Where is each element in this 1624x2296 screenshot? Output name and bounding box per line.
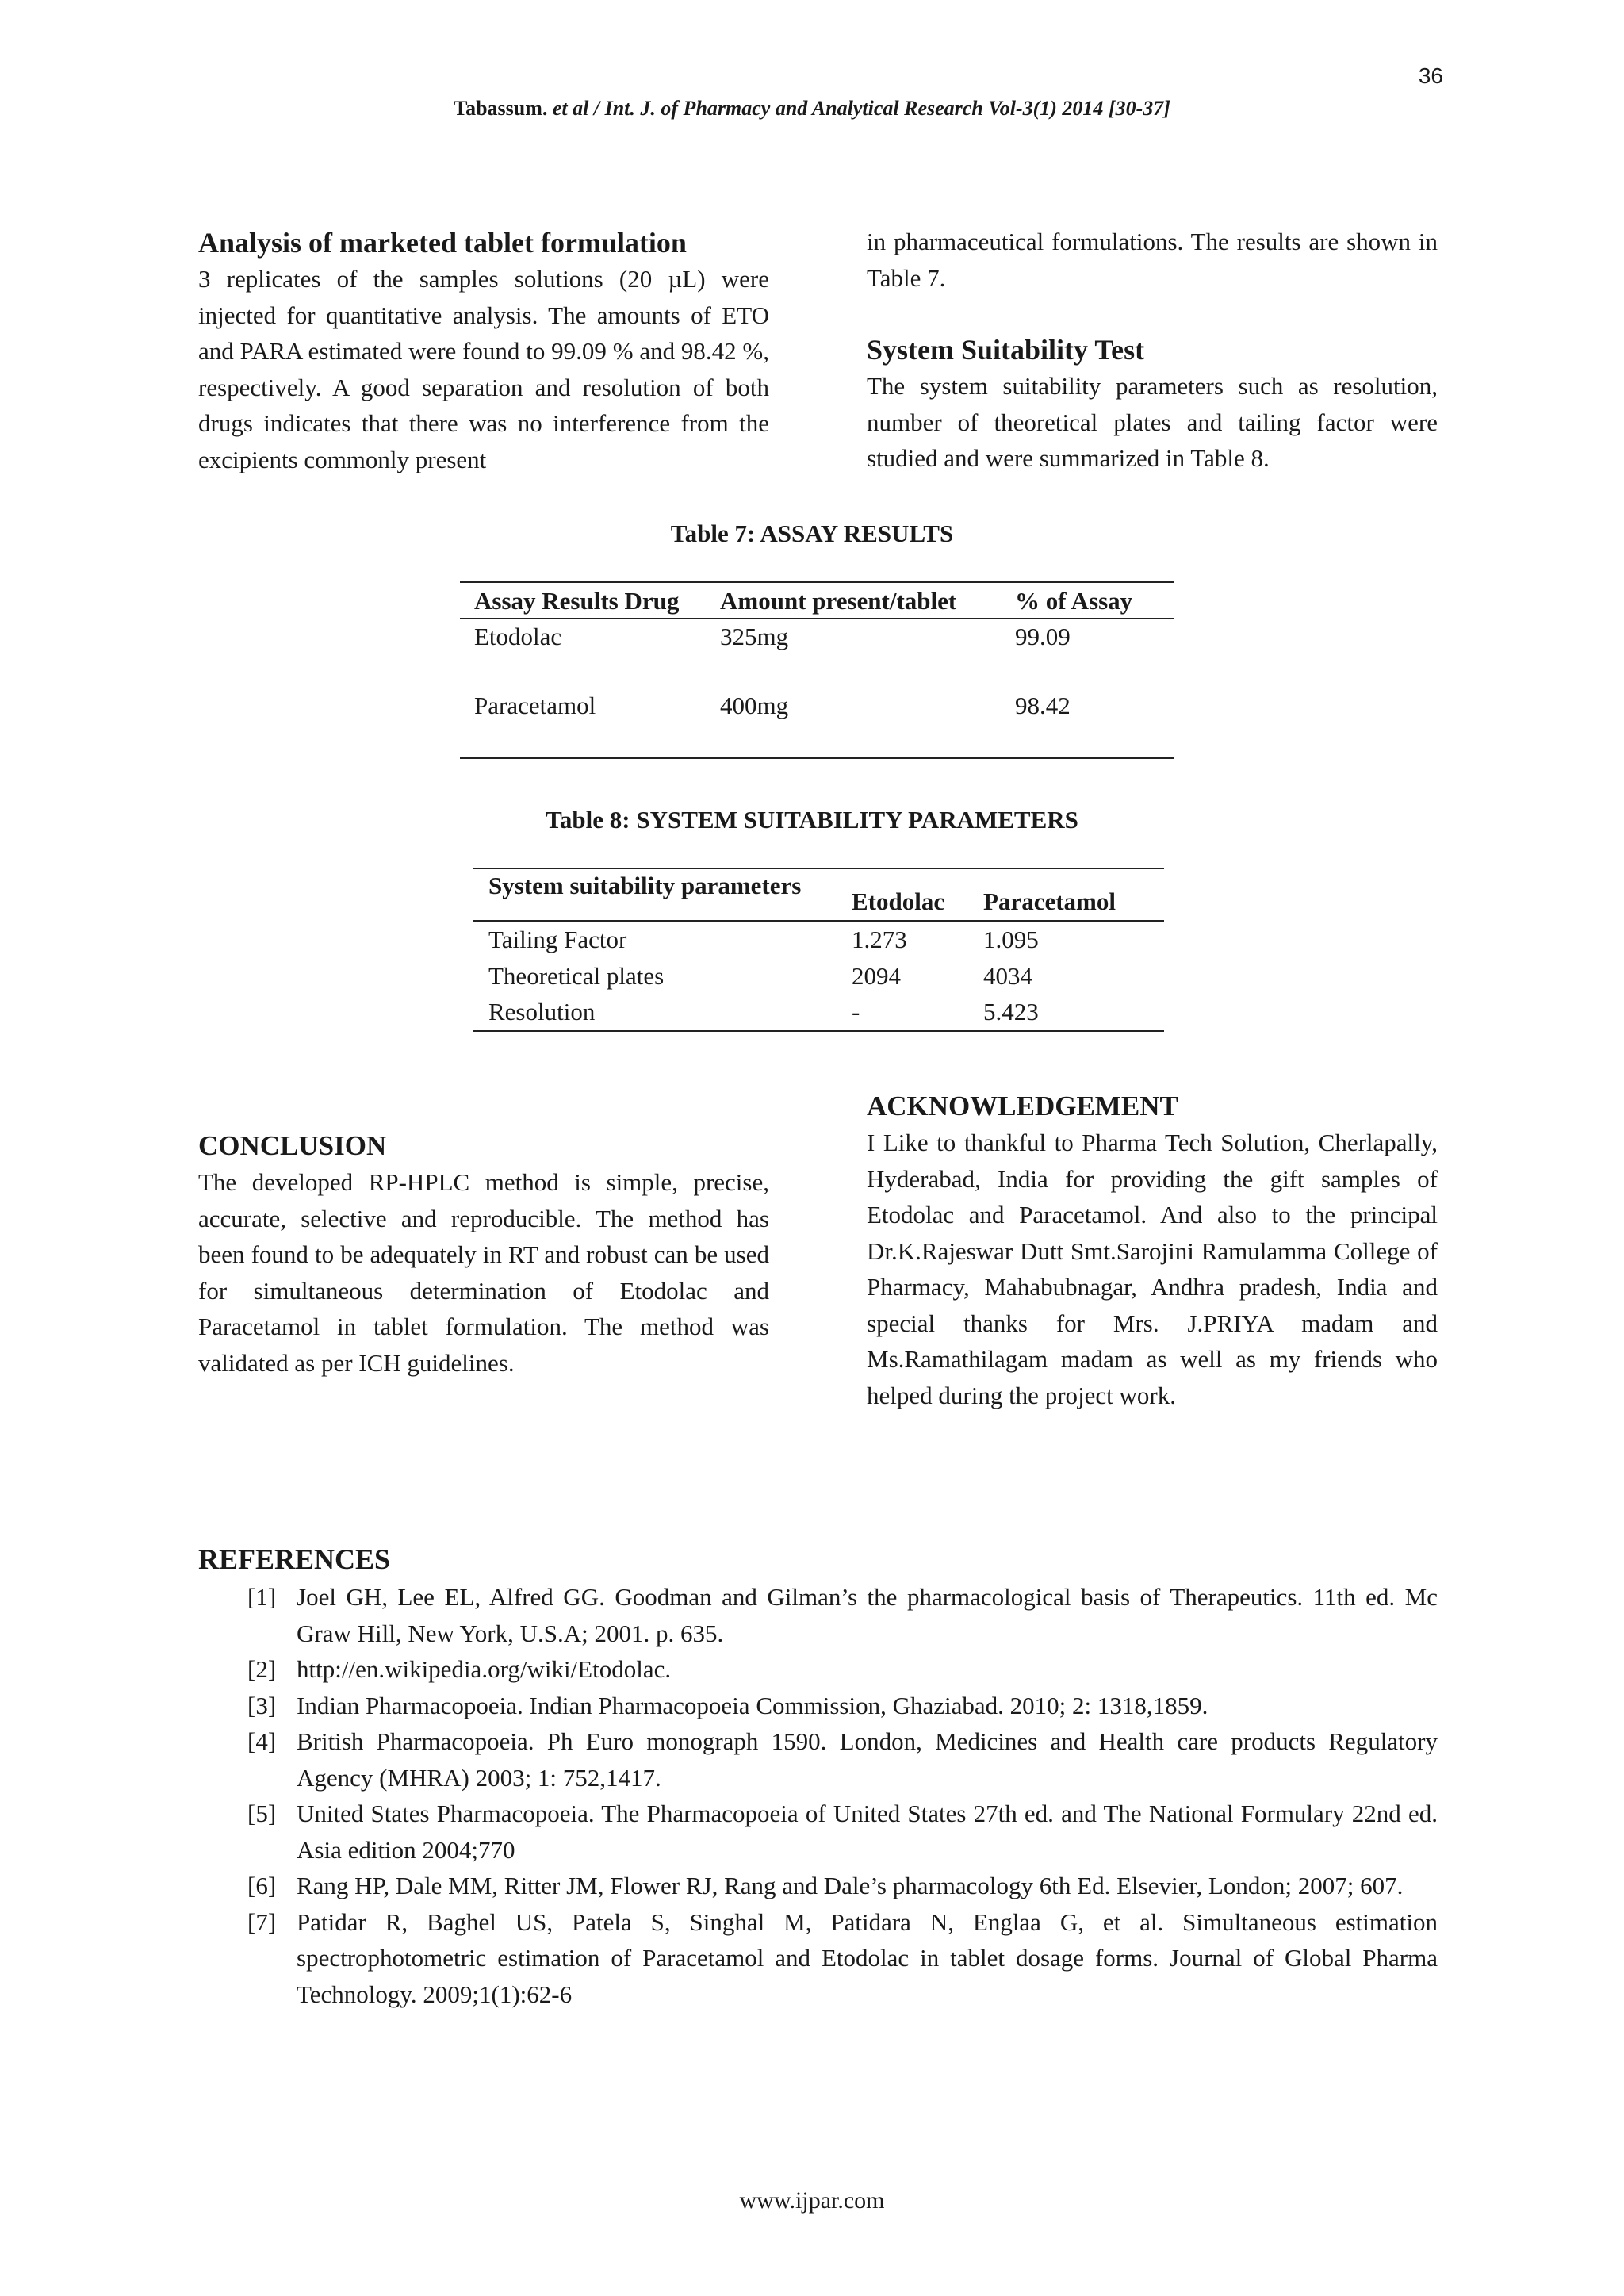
table-header-row [460, 582, 1174, 619]
table-cell: 5.423 [983, 998, 1039, 1025]
reference-number: [2] [247, 1655, 277, 1683]
reference-text: Patidar R, Baghel US, Patela S, Singhal M, Patidara N, Englaa G, et al. Simultaneous estimation spectrophotometric estimation of Paracetamol and Etodolac in tablet dosage forms. Journal of Global Pharma Technology. 2009;1(1):62-6 [297, 1907, 1438, 2008]
reference-item [198, 1688, 1438, 1724]
table-cell: 1.273 [852, 926, 907, 953]
reference-text: British Pharmacopoeia. Ph Euro monograph 1590. London, Medicines and Health care products Regulatory Agency (MHRA) 2003; 1: 752,1417. [297, 1727, 1438, 1792]
table-row [473, 921, 1164, 958]
table-cell: 4034 [983, 961, 1032, 990]
table-cell: Theoretical plates [488, 961, 665, 990]
table-header-row [473, 868, 1164, 921]
references-section [198, 1541, 1438, 2012]
reference-text: Indian Pharmacopoeia. Indian Pharmacopoeia Commission, Ghaziabad. 2010; 2: 1318,1859. [297, 1691, 1208, 1719]
analysis-heading: Analysis of marketed tablet formulation [198, 227, 687, 259]
reference-number: [1] [247, 1583, 277, 1611]
reference-link[interactable]: http://en.wikipedia.org/wiki/Etodolac. [297, 1655, 672, 1683]
references-heading: REFERENCES [198, 1543, 391, 1575]
table-header-cell: Amount present/tablet [720, 582, 1015, 619]
table-header-cell: Assay Results Drug [460, 582, 720, 619]
system-suitability-heading: System Suitability Test [867, 334, 1145, 366]
analysis-section-right [867, 224, 1438, 477]
table-row [460, 688, 1174, 758]
reference-number: [7] [247, 1907, 277, 1936]
running-header [0, 97, 1624, 121]
header-authors: Tabassum. [454, 97, 548, 120]
assay-results-table [460, 581, 1174, 759]
acknowledgement-heading: ACKNOWLEDGEMENT [867, 1091, 1178, 1121]
conclusion-heading: CONCLUSION [198, 1130, 387, 1161]
reference-item [198, 1904, 1438, 2013]
system-suitability-table [473, 868, 1164, 1032]
table7-caption: Table 7: ASSAY RESULTS [670, 519, 954, 547]
reference-number: [6] [247, 1872, 277, 1899]
page-number: 36 [1418, 63, 1443, 88]
table-cell: 98.42 [1015, 692, 1071, 719]
acknowledgement-section [867, 1088, 1438, 1413]
table-cell: Tailing Factor [488, 926, 627, 953]
conclusion-section [198, 1128, 769, 1381]
acknowledgement-text: I Like to thankful to Pharma Tech Solution, Cherlapally, Hyderabad, India for providing the gift samples of Etodolac and Paracetamol. And also to the principal Dr.K.Rajeswar Dutt Smt.Sarojini Ramulamma College of Pharmacy, Mahabubnagar, Andhra pradesh, India and special thanks for Mrs. J.PRIYA madam and Ms.Ramathilagam madam as well as my friends who helped during the project work. [867, 1129, 1438, 1409]
table-cell: - [852, 998, 860, 1025]
system-suitability-text: The system suitability parameters such as resolution, number of theoretical plates and tailing factor were studied and were summarized in Table 8. [867, 372, 1438, 472]
conclusion-text: The developed RP-HPLC method is simple, precise, accurate, selective and reproducible. The method has been found to be adequately in RT and robust can be used for simultaneous determination of Etodolac and Paracetamol in tablet formulation. The method was validated as per ICH guidelines. [198, 1168, 769, 1377]
reference-number: [4] [247, 1727, 277, 1755]
table-row [473, 994, 1164, 1031]
table8-caption: Table 8: SYSTEM SUITABILITY PARAMETERS [546, 806, 1078, 834]
table-row [473, 958, 1164, 995]
reference-text: Joel GH, Lee EL, Alfred GG. Goodman and Gilman’s the pharmacological basis of Therapeutics. 11th ed. Mc Graw Hill, New York, U.S.A; 2001. p. 635. [297, 1583, 1438, 1647]
table-cell: 1.095 [983, 926, 1039, 953]
table-header-cell: % of Assay [1015, 582, 1174, 619]
header-journal: et al / Int. J. of Pharmacy and Analytical Research Vol-3(1) 2014 [30-37] [552, 97, 1170, 120]
reference-text: United States Pharmacopoeia. The Pharmacopoeia of United States 27th ed. and The National Formulary 22nd ed. Asia edition 2004;770 [297, 1800, 1438, 1864]
table-cell: 99.09 [1015, 623, 1071, 650]
reference-item [198, 1651, 1438, 1688]
analysis-text-right: in pharmaceutical formulations. The results are shown in Table 7. [867, 228, 1438, 292]
table-cell: 2094 [852, 961, 901, 990]
table-header-cell: Etodolac [852, 868, 983, 921]
table-header-cell: System suitability parameters [473, 868, 852, 921]
reference-item [198, 1579, 1438, 1651]
table-header-cell: Paracetamol [983, 868, 1164, 921]
footer-url-link[interactable]: www.ijpar.com [739, 2187, 885, 2214]
analysis-section-left [198, 224, 769, 477]
table-cell: Paracetamol [474, 692, 596, 719]
table-cell: 325mg [720, 623, 789, 650]
reference-item [198, 1868, 1438, 1904]
reference-number: [3] [247, 1691, 277, 1719]
table-cell: Resolution [488, 998, 596, 1025]
reference-text: Rang HP, Dale MM, Ritter JM, Flower RJ, Rang and Dale’s pharmacology 6th Ed. Elsevier, London; 2007; 607. [297, 1872, 1404, 1899]
reference-item [198, 1796, 1438, 1868]
analysis-text-left: 3 replicates of the samples solutions (20 µL) were injected for quantitative analysis. The amounts of ETO and PARA estimated were found to 99.09 % and 98.42 %, respectively. A good separation and resolution of both drugs indicates that there was no interference from the excipients commonly present [198, 265, 769, 473]
table-cell: 400mg [720, 692, 789, 719]
reference-number: [5] [247, 1800, 277, 1827]
table-cell: Etodolac [474, 623, 562, 650]
reference-item [198, 1723, 1438, 1796]
table-row [460, 619, 1174, 688]
